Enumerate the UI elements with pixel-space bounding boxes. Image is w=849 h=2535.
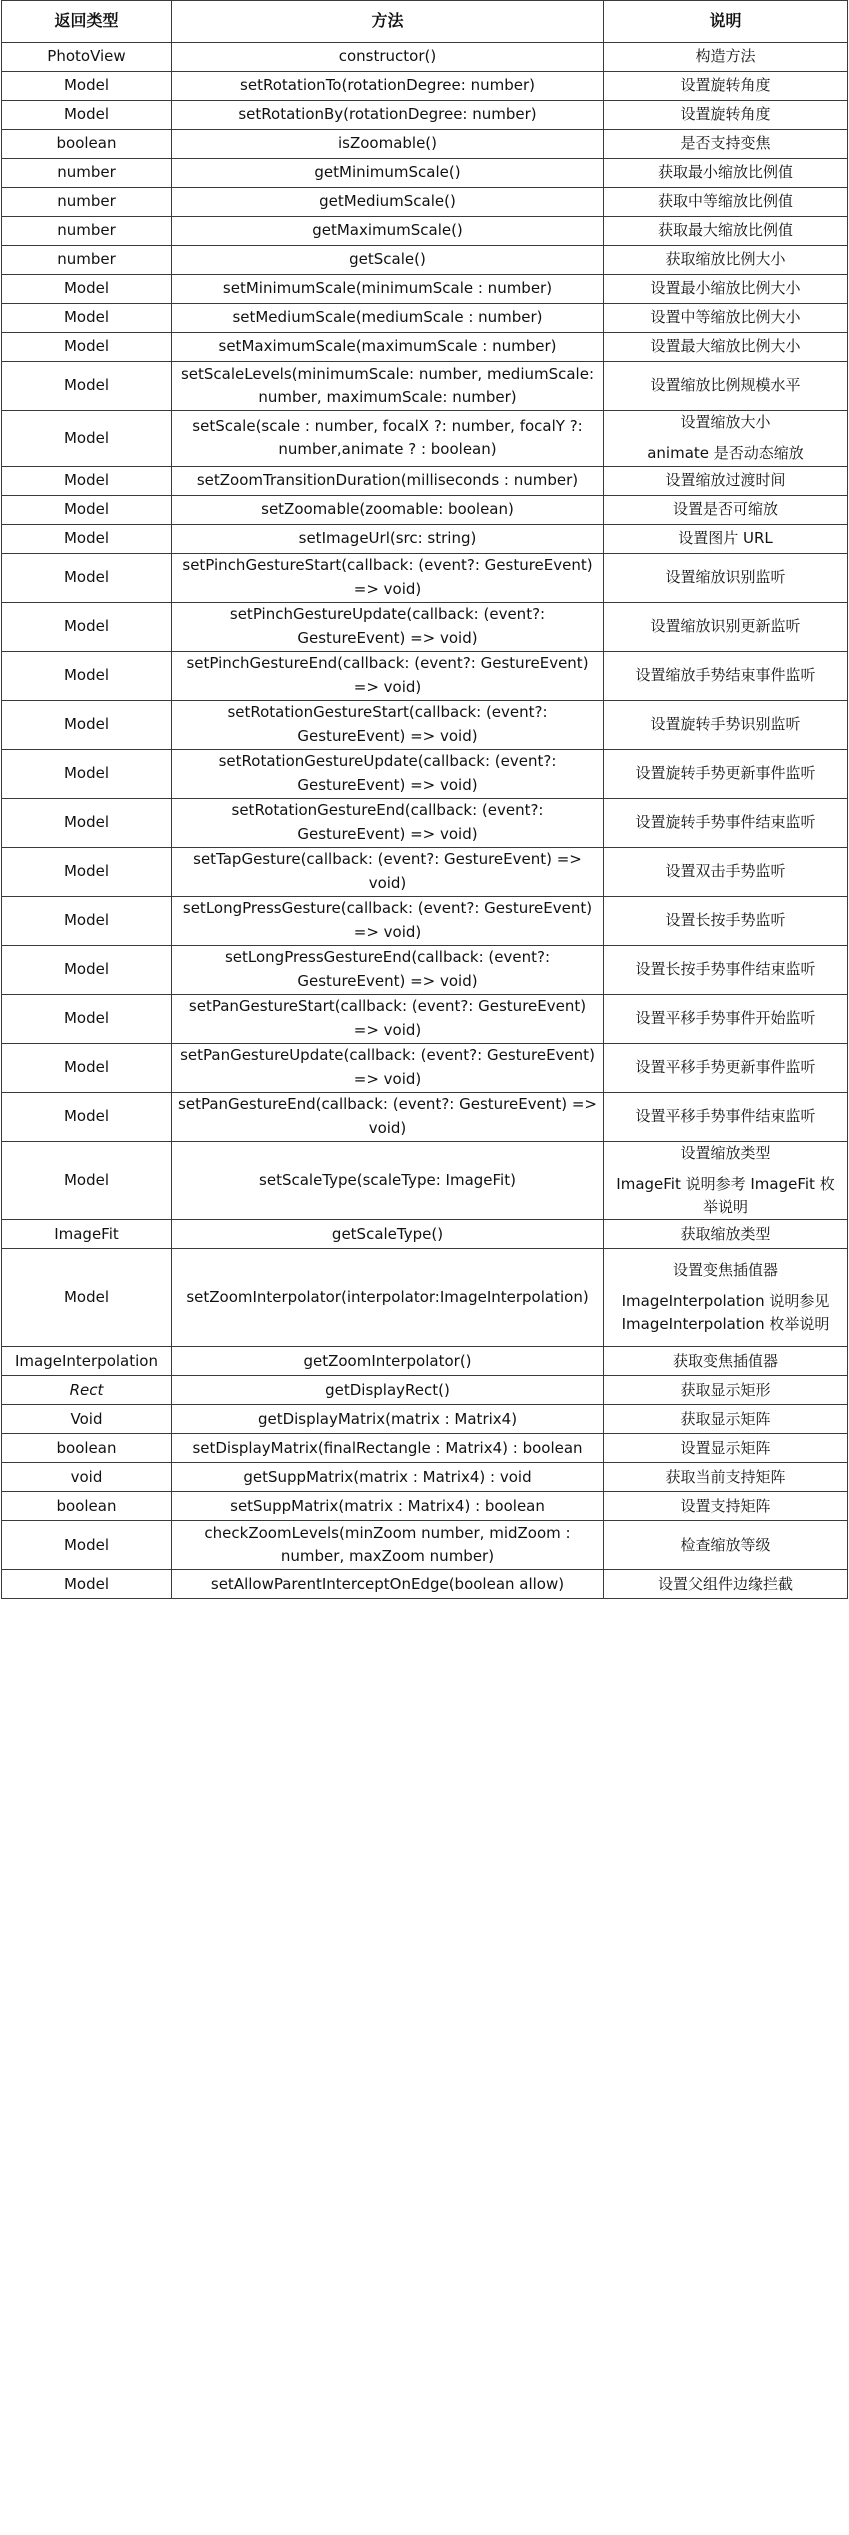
return-type-cell: number	[2, 159, 172, 188]
return-type-cell: Model	[2, 1570, 172, 1599]
description-cell	[604, 1463, 848, 1492]
table-row	[2, 1434, 848, 1463]
table-row	[2, 1141, 848, 1220]
description-cell	[604, 798, 848, 847]
header-row	[2, 1, 848, 43]
description-line: 构造方法	[695, 47, 756, 66]
table-row	[2, 275, 848, 304]
return-type-cell: Rect	[2, 1376, 172, 1405]
table-row	[2, 1043, 848, 1092]
return-type-cell: ImageInterpolation	[2, 1347, 172, 1376]
table-row	[2, 524, 848, 553]
return-type-cell: Model	[2, 101, 172, 130]
method-cell: checkZoomLevels(minZoom number, midZoom : number, maxZoom number)	[172, 1521, 604, 1570]
method-cell: setPinchGestureEnd(callback: (event?: GestureEvent) => void)	[172, 651, 604, 700]
description-cell	[604, 1521, 848, 1570]
description-line: 设置旋转角度	[680, 105, 771, 124]
method-cell: setLongPressGesture(callback: (event?: GestureEvent) => void)	[172, 896, 604, 945]
description-line: 设置是否可缩放	[672, 499, 778, 518]
method-cell: getMaximumScale()	[172, 217, 604, 246]
method-cell: getMediumScale()	[172, 188, 604, 217]
description-line: 获取缩放类型	[680, 1224, 771, 1243]
method-cell: getZoomInterpolator()	[172, 1347, 604, 1376]
method-cell: setRotationTo(rotationDegree: number)	[172, 72, 604, 101]
table-row	[2, 217, 848, 246]
table-row	[2, 411, 848, 467]
table-row	[2, 896, 848, 945]
description-line: ImageInterpolation 说明参见 ImageInterpolation 枚举说明	[621, 1292, 830, 1334]
description-line: animate 是否动态缩放	[647, 444, 804, 463]
return-type-cell: Model	[2, 945, 172, 994]
method-cell: setSuppMatrix(matrix : Matrix4) : boolean	[172, 1492, 604, 1521]
table-header	[2, 1, 848, 43]
description-line: 设置缩放大小	[680, 413, 771, 431]
description-cell	[604, 275, 848, 304]
return-type-cell: Model	[2, 1521, 172, 1570]
return-type-cell: Void	[2, 1405, 172, 1434]
description-cell	[604, 651, 848, 700]
description-cell	[604, 1570, 848, 1599]
method-cell: setPinchGestureStart(callback: (event?: GestureEvent) => void)	[172, 553, 604, 602]
description-cell	[604, 1376, 848, 1405]
description-cell	[604, 72, 848, 101]
description-line: ImageFit 说明参考 ImageFit 枚举说明	[616, 1174, 835, 1216]
table-row	[2, 1463, 848, 1492]
description-cell	[604, 362, 848, 411]
method-cell: getMinimumScale()	[172, 159, 604, 188]
description-cell	[604, 333, 848, 362]
description-line: 设置长按手势监听	[665, 910, 786, 929]
table-row	[2, 994, 848, 1043]
description-line: 设置中等缩放比例大小	[650, 308, 801, 327]
table-row	[2, 1249, 848, 1347]
table-row	[2, 333, 848, 362]
return-type-cell: PhotoView	[2, 43, 172, 72]
table-row	[2, 130, 848, 159]
table-row	[2, 1347, 848, 1376]
description-line: 设置缩放识别监听	[665, 567, 786, 586]
description-cell	[604, 1434, 848, 1463]
table-row	[2, 72, 848, 101]
description-cell	[604, 304, 848, 333]
description-cell	[604, 43, 848, 72]
return-type-cell: Model	[2, 495, 172, 524]
method-cell: getScale()	[172, 246, 604, 275]
description-cell	[604, 749, 848, 798]
method-cell: setPanGestureEnd(callback: (event?: GestureEvent) => void)	[172, 1092, 604, 1141]
description-line: 获取显示矩阵	[680, 1409, 771, 1428]
method-cell: setScaleLevels(minimumScale: number, mediumScale: number, maximumScale: number)	[172, 362, 604, 411]
header-description: 说明	[604, 1, 848, 43]
method-cell: getScaleType()	[172, 1220, 604, 1249]
description-cell	[604, 411, 848, 467]
table-row	[2, 945, 848, 994]
method-cell: setMediumScale(mediumScale : number)	[172, 304, 604, 333]
description-line: 设置旋转手势识别监听	[650, 714, 801, 733]
method-cell: setZoomInterpolator(interpolator:ImageInterpolation)	[172, 1249, 604, 1347]
description-line: 是否支持变焦	[680, 134, 771, 153]
description-cell	[604, 217, 848, 246]
method-cell: setScale(scale : number, focalX ?: number, focalY ?: number,animate ? : boolean)	[172, 411, 604, 467]
return-type-cell: Model	[2, 1141, 172, 1220]
description-line: 获取最小缩放比例值	[657, 163, 793, 182]
description-line: 设置旋转手势事件结束监听	[635, 812, 816, 831]
table-row	[2, 188, 848, 217]
description-cell	[604, 246, 848, 275]
table-row	[2, 1521, 848, 1570]
table-row	[2, 246, 848, 275]
description-cell	[604, 466, 848, 495]
return-type-cell: void	[2, 1463, 172, 1492]
description-cell	[604, 1220, 848, 1249]
table-row	[2, 362, 848, 411]
return-type-cell: number	[2, 246, 172, 275]
method-cell: setPanGestureUpdate(callback: (event?: GestureEvent) => void)	[172, 1043, 604, 1092]
description-cell	[604, 994, 848, 1043]
description-cell	[604, 1141, 848, 1220]
return-type-cell: boolean	[2, 1434, 172, 1463]
header-return-type: 返回类型	[2, 1, 172, 43]
return-type-cell: ImageFit	[2, 1220, 172, 1249]
table-row	[2, 466, 848, 495]
description-line: 设置支持矩阵	[680, 1496, 771, 1515]
return-type-cell: Model	[2, 700, 172, 749]
description-line: 设置缩放过渡时间	[665, 470, 786, 489]
description-cell	[604, 495, 848, 524]
description-line: 获取缩放比例大小	[665, 250, 786, 269]
description-line: 设置缩放类型	[680, 1143, 771, 1162]
description-line: 设置图片 URL	[678, 528, 773, 547]
table-body	[2, 43, 848, 1599]
description-cell	[604, 602, 848, 651]
description-cell	[604, 188, 848, 217]
description-cell	[604, 159, 848, 188]
description-line: 设置最小缩放比例大小	[650, 279, 801, 298]
table-row	[2, 1570, 848, 1599]
table-row	[2, 304, 848, 333]
description-cell	[604, 1405, 848, 1434]
table-row	[2, 1220, 848, 1249]
header-method: 方法	[172, 1, 604, 43]
method-cell: constructor()	[172, 43, 604, 72]
method-cell: setDisplayMatrix(finalRectangle : Matrix4) : boolean	[172, 1434, 604, 1463]
api-table	[1, 0, 848, 1599]
table-row	[2, 1405, 848, 1434]
table-row	[2, 1376, 848, 1405]
description-line: 设置平移手势更新事件监听	[635, 1057, 816, 1076]
description-line: 设置双击手势监听	[665, 861, 786, 880]
method-cell: setRotationGestureUpdate(callback: (event?: GestureEvent) => void)	[172, 749, 604, 798]
description-line: 设置变焦插值器	[672, 1260, 778, 1279]
return-type-cell: Model	[2, 602, 172, 651]
description-line: 设置旋转角度	[680, 76, 771, 95]
description-line: 设置旋转手势更新事件监听	[635, 763, 816, 782]
description-line: 获取最大缩放比例值	[657, 221, 793, 240]
method-cell: getDisplayRect()	[172, 1376, 604, 1405]
return-type-cell: Model	[2, 362, 172, 411]
description-cell	[604, 130, 848, 159]
table-row	[2, 553, 848, 602]
method-cell: isZoomable()	[172, 130, 604, 159]
table-row	[2, 1492, 848, 1521]
table-row	[2, 651, 848, 700]
description-cell	[604, 524, 848, 553]
method-cell: getDisplayMatrix(matrix : Matrix4)	[172, 1405, 604, 1434]
table-row	[2, 495, 848, 524]
method-cell: setRotationGestureEnd(callback: (event?: GestureEvent) => void)	[172, 798, 604, 847]
method-cell: setZoomTransitionDuration(milliseconds : number)	[172, 466, 604, 495]
method-cell: setLongPressGestureEnd(callback: (event?: GestureEvent) => void)	[172, 945, 604, 994]
description-line: 检查缩放等级	[680, 1535, 771, 1554]
method-cell: setTapGesture(callback: (event?: GestureEvent) => void)	[172, 847, 604, 896]
return-type-cell: Model	[2, 275, 172, 304]
return-type-cell: Model	[2, 411, 172, 467]
return-type-cell: Model	[2, 72, 172, 101]
description-line: 设置缩放识别更新监听	[650, 616, 801, 635]
method-cell: setScaleType(scaleType: ImageFit)	[172, 1141, 604, 1220]
method-cell: setPanGestureStart(callback: (event?: GestureEvent) => void)	[172, 994, 604, 1043]
description-cell	[604, 1249, 848, 1347]
description-cell	[604, 1092, 848, 1141]
description-cell	[604, 1347, 848, 1376]
return-type-cell: Model	[2, 651, 172, 700]
description-line: 设置缩放比例规模水平	[650, 376, 801, 395]
description-line: 设置显示矩阵	[680, 1438, 771, 1457]
return-type-cell: Model	[2, 333, 172, 362]
return-type-cell: Model	[2, 994, 172, 1043]
return-type-cell: boolean	[2, 1492, 172, 1521]
description-cell	[604, 553, 848, 602]
description-cell	[604, 945, 848, 994]
return-type-cell: Model	[2, 524, 172, 553]
method-cell: setPinchGestureUpdate(callback: (event?: GestureEvent) => void)	[172, 602, 604, 651]
return-type-cell: boolean	[2, 130, 172, 159]
table-row	[2, 43, 848, 72]
description-line: 设置缩放手势结束事件监听	[635, 665, 816, 684]
method-cell: setAllowParentInterceptOnEdge(boolean allow)	[172, 1570, 604, 1599]
method-cell: setMaximumScale(maximumScale : number)	[172, 333, 604, 362]
description-cell	[604, 101, 848, 130]
description-line: 设置父组件边缘拦截	[657, 1574, 793, 1593]
method-cell: setZoomable(zoomable: boolean)	[172, 495, 604, 524]
description-cell	[604, 896, 848, 945]
return-type-cell: Model	[2, 798, 172, 847]
return-type-cell: Model	[2, 1043, 172, 1092]
return-type-cell: Model	[2, 896, 172, 945]
return-type-cell: Model	[2, 304, 172, 333]
table-row	[2, 847, 848, 896]
return-type-cell: Model	[2, 847, 172, 896]
description-cell	[604, 847, 848, 896]
description-line: 设置平移手势事件结束监听	[635, 1106, 816, 1125]
return-type-cell: Model	[2, 466, 172, 495]
table-row	[2, 749, 848, 798]
description-line: 获取显示矩形	[680, 1380, 771, 1399]
description-cell	[604, 1492, 848, 1521]
method-cell: setRotationBy(rotationDegree: number)	[172, 101, 604, 130]
table-row	[2, 700, 848, 749]
return-type-cell: number	[2, 217, 172, 246]
return-type-cell: Model	[2, 553, 172, 602]
table-row	[2, 159, 848, 188]
return-type-cell: Model	[2, 1249, 172, 1347]
description-line: 设置平移手势事件开始监听	[635, 1008, 816, 1027]
method-cell: getSuppMatrix(matrix : Matrix4) : void	[172, 1463, 604, 1492]
description-line: 获取变焦插值器	[672, 1351, 778, 1370]
description-cell	[604, 700, 848, 749]
return-type-cell: Model	[2, 1092, 172, 1141]
method-cell: setRotationGestureStart(callback: (event?: GestureEvent) => void)	[172, 700, 604, 749]
table-row	[2, 1092, 848, 1141]
description-line: 设置最大缩放比例大小	[650, 337, 801, 356]
method-cell: setMinimumScale(minimumScale : number)	[172, 275, 604, 304]
description-line: 获取当前支持矩阵	[665, 1467, 786, 1486]
return-type-cell: number	[2, 188, 172, 217]
table-row	[2, 101, 848, 130]
description-line: 获取中等缩放比例值	[657, 192, 793, 211]
method-cell: setImageUrl(src: string)	[172, 524, 604, 553]
table-row	[2, 602, 848, 651]
description-cell	[604, 1043, 848, 1092]
description-line: 设置长按手势事件结束监听	[635, 959, 816, 978]
table-row	[2, 798, 848, 847]
return-type-cell: Model	[2, 749, 172, 798]
